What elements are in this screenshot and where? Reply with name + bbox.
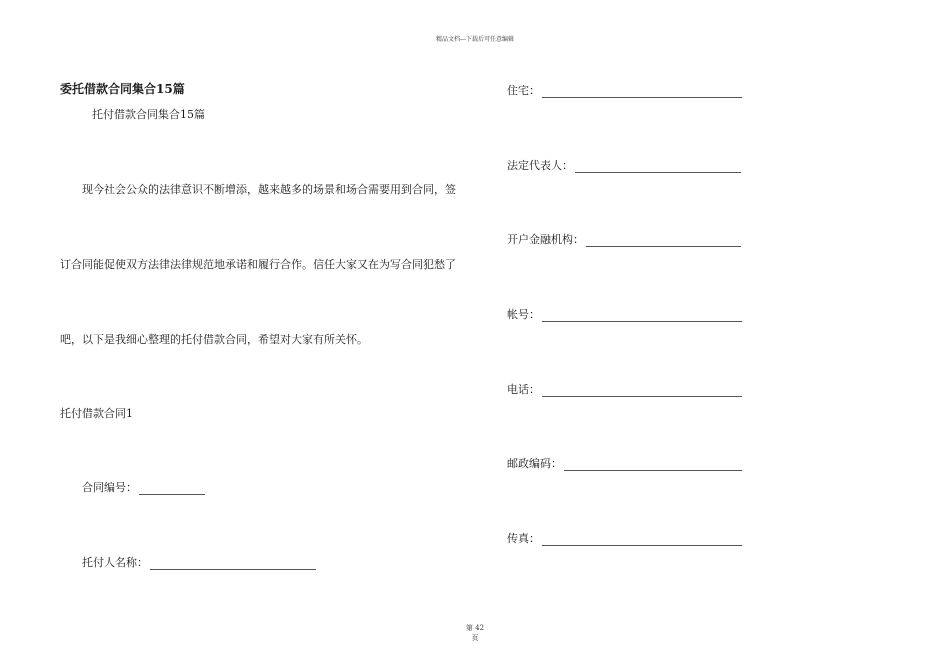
document-title: 委托借款合同集合15篇 xyxy=(60,82,185,96)
page-footer xyxy=(0,623,950,643)
principal-name-blank[interactable] xyxy=(150,560,316,570)
paragraph-line-1: 现今社会公众的法律意识不断增添，越来越多的场景和场合需要用到合同，签 xyxy=(82,183,456,196)
postal-code-label: 邮政编码： xyxy=(507,457,562,470)
account-label: 帐号： xyxy=(507,308,540,321)
paragraph-line-2: 订合同能促使双方法律法律规范地承诺和履行合作。信任大家又在为写合同犯愁了 xyxy=(60,258,456,271)
address-field xyxy=(507,82,742,98)
legal-representative-field xyxy=(507,157,741,173)
page-header xyxy=(0,34,950,43)
contract-number-field xyxy=(82,479,205,495)
postal-code-blank[interactable] xyxy=(564,461,742,471)
legal-representative-label: 法定代表人： xyxy=(507,159,573,172)
phone-blank[interactable] xyxy=(542,387,742,397)
account-blank[interactable] xyxy=(542,312,742,322)
fax-label: 传真： xyxy=(507,532,540,545)
fax-blank[interactable] xyxy=(542,536,742,546)
phone-field xyxy=(507,381,742,397)
postal-code-field xyxy=(507,455,742,471)
bank-field xyxy=(507,231,741,247)
section-heading: 托付借款合同1 xyxy=(60,407,133,420)
principal-name-label: 托付人名称： xyxy=(82,556,148,569)
fax-field xyxy=(507,530,742,546)
page-number: 42 xyxy=(475,624,485,632)
address-blank[interactable] xyxy=(542,88,742,98)
account-field xyxy=(507,306,742,322)
header-text: 精品文档---下载后可任意编辑 xyxy=(435,36,515,43)
bank-label: 开户金融机构： xyxy=(507,233,584,246)
contract-number-blank[interactable] xyxy=(139,485,205,495)
principal-name-field xyxy=(82,554,316,570)
address-label: 住宅： xyxy=(507,84,540,97)
document-subtitle: 托付借款合同集合15篇 xyxy=(92,108,205,121)
phone-label: 电话： xyxy=(507,383,540,396)
legal-representative-blank[interactable] xyxy=(575,163,741,173)
page-suffix: 页 xyxy=(471,634,479,642)
page-prefix: 第 xyxy=(465,624,473,632)
contract-number-label: 合同编号： xyxy=(82,481,137,494)
bank-blank[interactable] xyxy=(586,237,741,247)
paragraph-line-3: 吧，以下是我细心整理的托付借款合同，希望对大家有所关怀。 xyxy=(60,333,368,346)
